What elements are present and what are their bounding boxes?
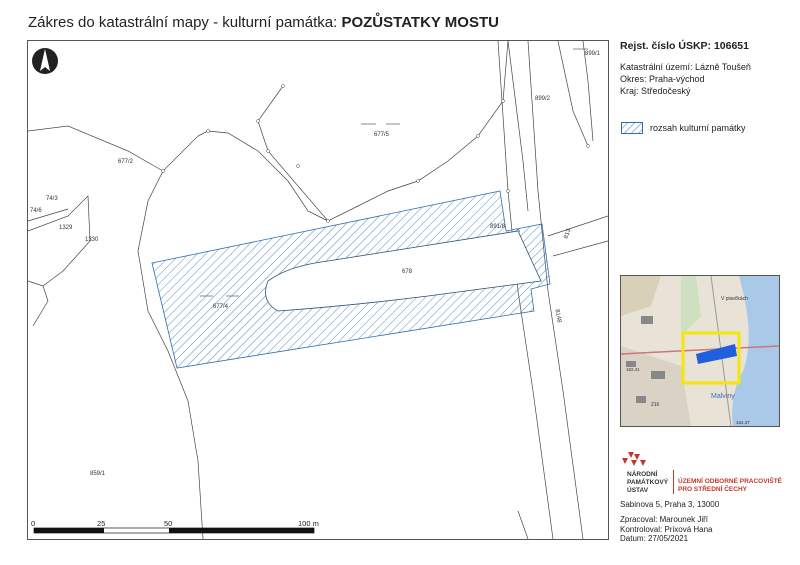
legend-label: rozsah kulturní památky [650,123,746,133]
cadastral-map[interactable] [27,40,609,540]
cadastral-area: Katastrální území: Lázně Toušeň [620,62,751,72]
institution-name-line: ÚSTAV [627,487,649,494]
logo-divider [673,470,674,494]
parcel-label: 891/8 [490,224,506,230]
office-name [678,478,782,494]
parcel-boundary [33,286,48,326]
overview-map-drawing [621,276,779,426]
overview-map[interactable] [620,275,780,427]
overview-label: V pisečkách [721,296,748,302]
checked-by: Kontroloval: Prixová Hana [620,524,713,534]
scale-bar [34,528,314,533]
overview-label: 216 [651,402,660,408]
road-edge [508,41,528,211]
parcel-label: 677/2 [118,159,134,165]
parcel-label: 8148 [553,308,562,324]
parcel-boundary [558,41,588,146]
registration-number: Rejst. číslo ÚSKP: 106651 [620,40,749,52]
drawn-by: Zpracoval: Marounek Jiří [620,515,709,524]
parcel-label: 899/2 [535,96,551,102]
parcel-label: 74/6 [30,208,42,214]
institution-name [627,471,668,495]
parcel-label: 899/1 [585,51,601,57]
parcel-label: 1329 [59,225,73,231]
district: Okres: Praha-východ [620,74,705,84]
parcel-label: 74/3 [46,196,58,202]
institution-address: Sabinova 5, Praha 3, 13000 [620,500,720,509]
region: Kraj: Středočeský [620,86,691,96]
parcel-label: 1330 [85,237,99,243]
parcel-boundary [258,41,508,221]
title-prefix: Zákres do katastrální mapy - kulturní památka: [28,14,342,31]
parcel-label: 677/4 [213,304,229,310]
office-name-line: PRO STŘEDNÍ ČECHY [678,486,747,493]
parcel-boundary [208,131,328,221]
parcel-label: 677/5 [374,132,390,138]
overview-label: 182,41 [626,367,640,372]
office-name-line: ÚZEMNÍ ODBORNÉ PRACOVIŠTĚ [678,478,783,485]
overview-label: 164,37 [736,420,750,425]
scale-label: 50 [164,519,173,528]
road-edge [548,216,608,236]
cadastral-map-drawing [28,41,608,539]
title-monument-name: POZŮSTATKY MOSTU [341,14,499,31]
scale-label: 0 [31,519,36,528]
parcel-label: 813 [563,228,573,240]
parcel-label: 678 [402,269,413,275]
page-title [28,14,499,31]
date: Datum: 27/05/2021 [620,534,689,543]
north-arrow-icon [32,48,58,74]
npu-logo-icon [620,448,660,470]
parcel-boundary [518,511,528,539]
scale-label: 25 [97,519,106,528]
institution-name-line: NÁRODNÍ [627,471,658,478]
parcel-label: 859/1 [90,471,106,477]
overview-label: Malviny [711,393,735,400]
legend-hatch-swatch [621,122,643,134]
credits [620,515,713,544]
institution-name-line: PAMÁTKOVÝ [627,479,669,486]
road-edge [553,241,608,256]
scale-label: 100 m [298,519,319,528]
